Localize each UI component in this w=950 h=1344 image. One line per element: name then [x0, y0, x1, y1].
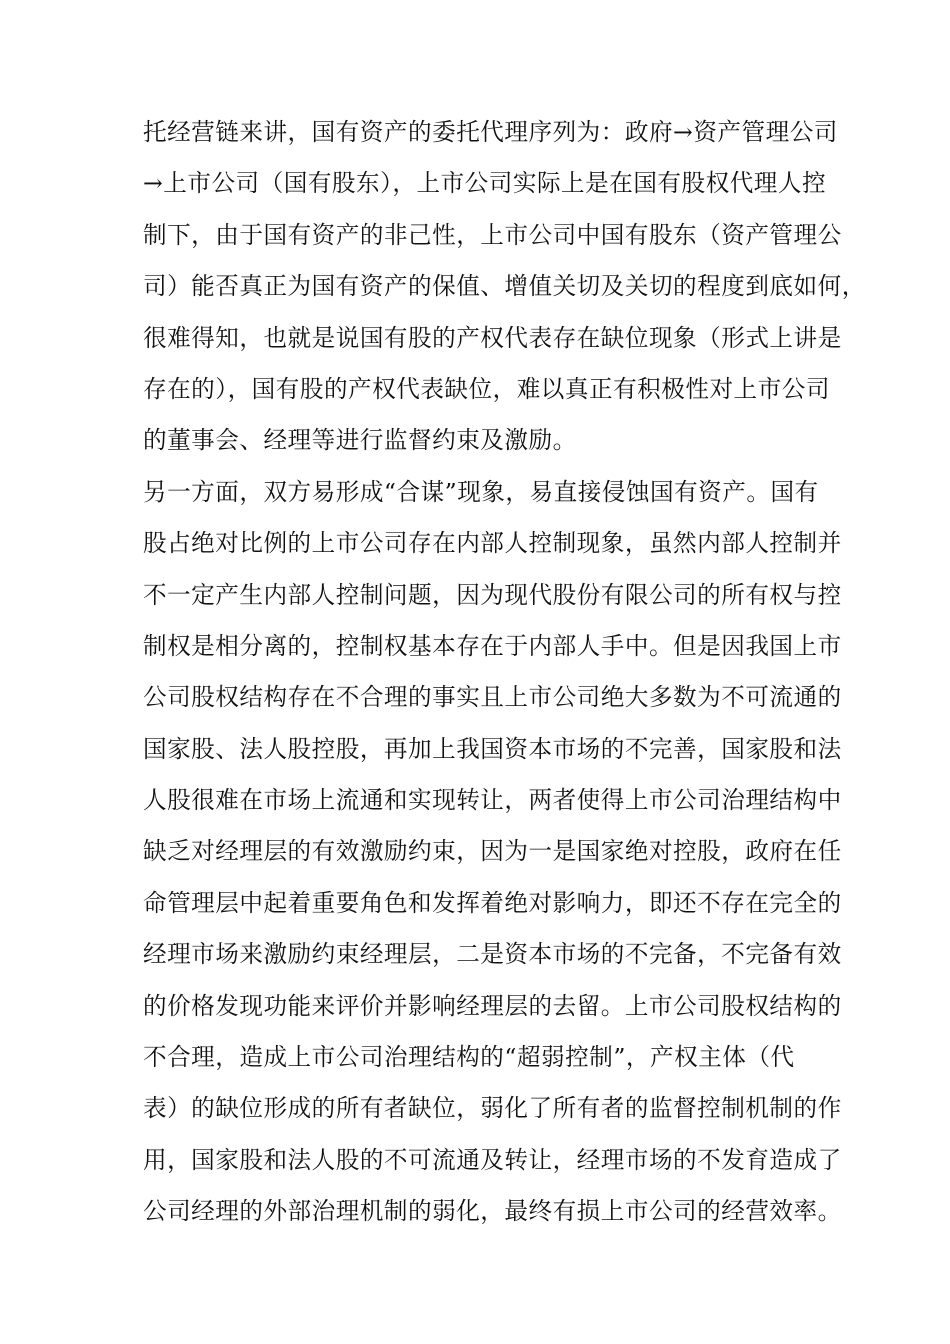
text-line: 股占绝对比例的上市公司存在内部人控制现象，虽然内部人控制并 [143, 529, 842, 558]
text-line: 制下，由于国有资产的非己性，上市公司中国有股东（资产管理公 [143, 220, 842, 249]
text-line: 很难得知，也就是说国有股的产权代表存在缺位现象（形式上讲是 [143, 323, 842, 352]
text-line: 人股很难在市场上流通和实现转让，两者使得上市公司治理结构中 [143, 786, 842, 815]
text-line: 的董事会、经理等进行监督约束及激励。 [143, 426, 577, 455]
text-line: 存在的），国有股的产权代表缺位，难以真正有积极性对上市公司 [143, 374, 830, 403]
text-line: 命管理层中起着重要角色和发挥着绝对影响力，即还不存在完全的 [143, 888, 842, 917]
text-line: 制权是相分离的，控制权基本存在于内部人手中。但是因我国上市 [143, 631, 842, 660]
text-line: 另一方面，双方易形成“合谋”现象，易直接侵蚀国有资产。国有 [143, 477, 819, 506]
text-line: 用，国家股和法人股的不可流通及转让，经理市场的不发育造成了 [143, 1145, 842, 1174]
document-body [143, 107, 866, 1238]
text-line: 经理市场来激励约束经理层，二是资本市场的不完备，不完备有效 [143, 940, 842, 969]
text-line: 的价格发现功能来评价并影响经理层的去留。上市公司股权结构的 [143, 991, 842, 1020]
text-line: →上市公司（国有股东），上市公司实际上是在国有股权代理人控 [143, 169, 827, 198]
text-line: 司）能否真正为国有资产的保值、增值关切及关切的程度到底如何， [143, 272, 866, 301]
text-line: 表）的缺位形成的所有者缺位，弱化了所有者的监督控制机制的作 [143, 1094, 842, 1123]
text-line: 不一定产生内部人控制问题，因为现代股份有限公司的所有权与控 [143, 580, 842, 609]
text-line: 公司经理的外部治理机制的弱化，最终有损上市公司的经营效率。 [143, 1197, 842, 1226]
text-line: 不合理，造成上市公司治理结构的“超弱控制”，产权主体（代 [143, 1043, 795, 1072]
text-line: 公司股权结构存在不合理的事实且上市公司绝大多数为不可流通的 [143, 683, 842, 712]
text-line: 缺乏对经理层的有效激励约束，因为一是国家绝对控股，政府在任 [143, 837, 842, 866]
text-line: 国家股、法人股控股，再加上我国资本市场的不完善，国家股和法 [143, 734, 842, 763]
text-line: 托经营链来讲，国有资产的委托代理序列为：政府→资产管理公司 [143, 118, 838, 146]
